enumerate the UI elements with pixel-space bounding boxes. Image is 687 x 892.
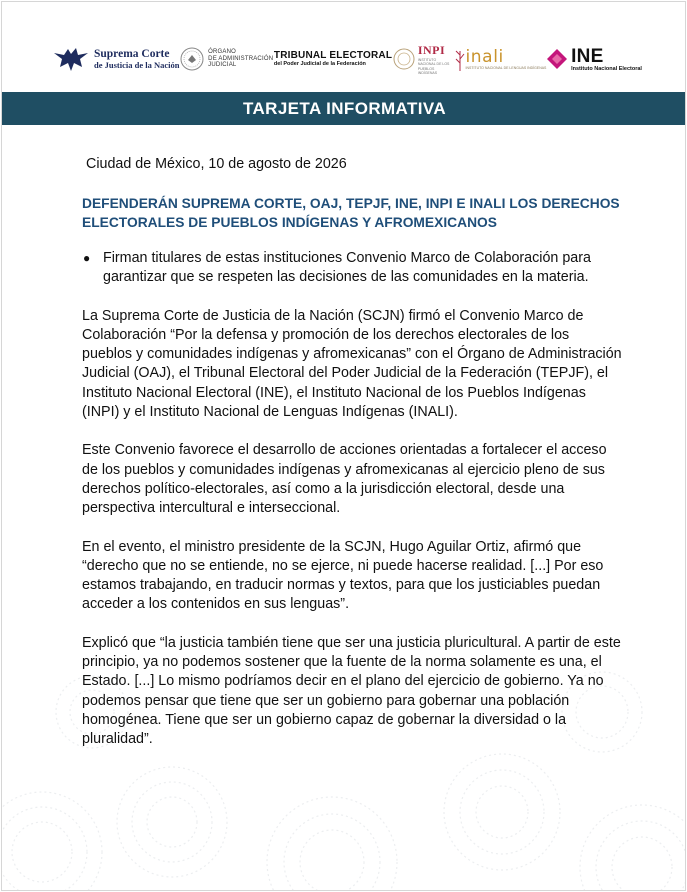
oaj-logo-line1: ÓRGANO (208, 48, 237, 55)
bullet-text: Firman titulares de estas instituciones Convenio Marco de Colaboración para garantizar que se respeten las decisiones de las comunidades en la materia. (103, 250, 591, 286)
document-type-banner: TARJETA INFORMATIVA (2, 92, 686, 125)
paragraph: Este Convenio favorece el desarrollo de acciones orientadas a fortalecer el acceso de los pueblos y comunidades indígenas y afromexicanas al ejercicio pleno de sus derechos político-electorales, así como a la jurisdicción electoral, desde una perspectiva intercultural e interseccional. (82, 442, 607, 517)
paragraph: En el evento, el ministro presidente de la SCJN, Hugo Aguilar Ortiz, afirmó que “derecho que no se entiende, no se ejerce, ni puede hacerse realidad. [...] Por eso estamos trabajando, en traducir normas y textos, para que los justiciables puedan acceder a los contenidos en sus lenguas”. (82, 538, 604, 613)
scjn-logo-line1: Suprema Corte (94, 47, 170, 60)
ine-logo-subtitle: Instituto Nacional Electoral (571, 65, 642, 72)
oaj-logo-line3: JUDICIAL (208, 62, 237, 69)
inpi-logo-subtitle: INSTITUTO NACIONAL DE LOS PUEBLOS INDÍGENAS (417, 58, 450, 75)
document-page (1, 1, 686, 891)
inali-logo (465, 46, 547, 70)
inali-logo-name: inali (465, 46, 504, 67)
bullet-point-icon: ● (83, 251, 91, 265)
scjn-logo-line2: de Justicia de la Nación (94, 60, 180, 70)
inpi-logo (393, 43, 465, 75)
tepjf-logo-line1: TRIBUNAL ELECTORAL (273, 49, 393, 61)
paragraph: Explicó que “la justicia también tiene que ser una justicia pluricultural. A partir de este principio, ya no podemos sostener que la fuente de la norma solamente es una, el Estado. [...] Lo mismo podríamos decir en el plano del ejercicio de gobierno. Ya no podemos pensar que tiene que ser un gobierno para gobernar una población homogénea. Tiene que ser un gobierno capaz de gobernar la diversidad o la pluralidad”. (82, 634, 621, 748)
national-seal-icon (180, 47, 204, 71)
logo-strip (52, 42, 642, 76)
oaj-logo (180, 47, 273, 71)
inali-logo-subtitle: INSTITUTO NACIONAL DE LENGUAS INDÍGENAS (465, 65, 547, 70)
ine-logo-name: INE (571, 45, 604, 67)
paragraph: La Suprema Corte de Justicia de la Nación (SCJN) firmó el Convenio Marco de Colaboración “Por la defensa y promoción de los derechos electorales de los pueblos y comunidades indígenas y afromexicanas” con el Órgano de Administración Judicial (OAJ), el Tribunal Electoral del Poder Judicial de la Federación (TEPJF), el Instituto Nacional Electoral (INE), el Instituto Nacional de los Pueblos Indígenas (INPI) y el Instituto Nacional de Lenguas Indígenas (INALI). (82, 307, 622, 421)
inpi-logo-name: INPI (417, 43, 446, 58)
tepjf-logo-line2: del Poder Judicial de la Federación (273, 60, 366, 67)
tepjf-logo (274, 51, 392, 68)
dateline: Ciudad de México, 10 de agosto de 2026 (86, 156, 347, 172)
ine-diamond-icon (547, 49, 567, 69)
bullet-item (82, 249, 622, 288)
document-body (82, 154, 622, 769)
eagle-emblem-icon (52, 45, 90, 73)
scjn-logo (52, 45, 179, 73)
headline: DEFENDERÁN SUPREMA CORTE, OAJ, TEPJF, INE, INPI E INALI LOS DERECHOS ELECTORALES DE PUEBLOS INDÍGENAS Y AFROMEXICANOS (82, 196, 620, 230)
corn-plant-icon (455, 47, 465, 71)
oaj-logo-line2: DE ADMINISTRACIÓN (208, 55, 274, 62)
inpi-seal-icon (393, 48, 415, 70)
ine-logo (547, 47, 642, 72)
